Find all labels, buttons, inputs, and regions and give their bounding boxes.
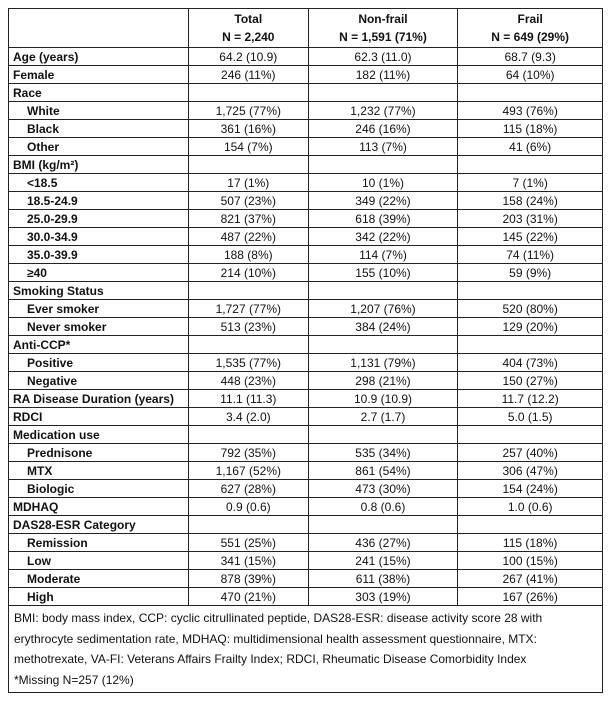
non-frail-value: 155 (10%) xyxy=(308,264,458,282)
column-n: N = 2,240 xyxy=(222,30,275,44)
row-label: White xyxy=(9,102,189,120)
frail-value: 306 (47%) xyxy=(458,462,603,480)
row-label: BMI (kg/m²) xyxy=(9,156,189,174)
table-row xyxy=(9,588,603,606)
frail-value xyxy=(458,336,603,354)
column-n: N = 649 (29%) xyxy=(491,30,570,44)
row-label: Negative xyxy=(9,372,189,390)
total-value xyxy=(188,282,308,300)
header-frail xyxy=(458,9,603,48)
total-value: 507 (23%) xyxy=(188,192,308,210)
non-frail-value: 618 (39%) xyxy=(308,210,458,228)
frail-value: 68.7 (9.3) xyxy=(458,48,603,66)
total-value: 214 (10%) xyxy=(188,264,308,282)
table-row xyxy=(9,372,603,390)
header-non-frail xyxy=(308,9,458,48)
table-row xyxy=(9,120,603,138)
table-row xyxy=(9,174,603,192)
header-row xyxy=(9,9,603,48)
non-frail-value: 342 (22%) xyxy=(308,228,458,246)
row-label: Smoking Status xyxy=(9,282,189,300)
total-value xyxy=(188,336,308,354)
non-frail-value: 1,207 (76%) xyxy=(308,300,458,318)
total-value: 246 (11%) xyxy=(188,66,308,84)
non-frail-value: 62.3 (11.0) xyxy=(308,48,458,66)
row-label: High xyxy=(9,588,189,606)
table-row xyxy=(9,426,603,444)
table-row xyxy=(9,192,603,210)
frail-value: 11.7 (12.2) xyxy=(458,390,603,408)
table-row xyxy=(9,102,603,120)
row-label: Black xyxy=(9,120,189,138)
table-row xyxy=(9,354,603,372)
total-value: 0.9 (0.6) xyxy=(188,498,308,516)
total-value: 487 (22%) xyxy=(188,228,308,246)
table-row xyxy=(9,66,603,84)
column-title: Non-frail xyxy=(358,12,408,26)
non-frail-value: 535 (34%) xyxy=(308,444,458,462)
table-row xyxy=(9,282,603,300)
row-label: MDHAQ xyxy=(9,498,189,516)
non-frail-value: 241 (15%) xyxy=(308,552,458,570)
non-frail-value xyxy=(308,516,458,534)
footnote-abbreviations: BMI: body mass index, CCP: cyclic citrullinated peptide, DAS28-ESR: disease activity score 28 with erythrocyte sedimentation rate, MDHAQ: multidimensional health assessment questionnaire, MTX: methotrexate, VA-FI: Veterans Affairs Frailty Index; RDCI, Rheumatic Disease Comorbidity Index xyxy=(14,611,543,666)
frail-value xyxy=(458,282,603,300)
total-value: 1,167 (52%) xyxy=(188,462,308,480)
row-label: Biologic xyxy=(9,480,189,498)
table-row xyxy=(9,534,603,552)
non-frail-value: 114 (7%) xyxy=(308,246,458,264)
total-value: 551 (25%) xyxy=(188,534,308,552)
frail-value: 1.0 (0.6) xyxy=(458,498,603,516)
non-frail-value: 384 (24%) xyxy=(308,318,458,336)
frail-value: 404 (73%) xyxy=(458,354,603,372)
non-frail-value: 473 (30%) xyxy=(308,480,458,498)
row-label: Race xyxy=(9,84,189,102)
total-value: 470 (21%) xyxy=(188,588,308,606)
total-value: 11.1 (11.3) xyxy=(188,390,308,408)
frail-value: 154 (24%) xyxy=(458,480,603,498)
total-value xyxy=(188,84,308,102)
non-frail-value: 182 (11%) xyxy=(308,66,458,84)
row-label: <18.5 xyxy=(9,174,189,192)
total-value: 361 (16%) xyxy=(188,120,308,138)
table-row xyxy=(9,444,603,462)
non-frail-value xyxy=(308,156,458,174)
row-label: RDCI xyxy=(9,408,189,426)
table-row xyxy=(9,228,603,246)
row-label: Medication use xyxy=(9,426,189,444)
total-value: 878 (39%) xyxy=(188,570,308,588)
total-value: 513 (23%) xyxy=(188,318,308,336)
frail-value: 64 (10%) xyxy=(458,66,603,84)
table-row xyxy=(9,498,603,516)
non-frail-value xyxy=(308,282,458,300)
non-frail-value: 10 (1%) xyxy=(308,174,458,192)
non-frail-value: 349 (22%) xyxy=(308,192,458,210)
total-value: 341 (15%) xyxy=(188,552,308,570)
frail-value: 5.0 (1.5) xyxy=(458,408,603,426)
frail-value xyxy=(458,516,603,534)
row-label: 35.0-39.9 xyxy=(9,246,189,264)
row-label: Anti-CCP* xyxy=(9,336,189,354)
non-frail-value: 611 (38%) xyxy=(308,570,458,588)
frail-value: 167 (26%) xyxy=(458,588,603,606)
table-row xyxy=(9,48,603,66)
total-value: 792 (35%) xyxy=(188,444,308,462)
total-value xyxy=(188,516,308,534)
frail-value: 7 (1%) xyxy=(458,174,603,192)
row-label: Remission xyxy=(9,534,189,552)
frail-value xyxy=(458,156,603,174)
total-value: 821 (37%) xyxy=(188,210,308,228)
total-value: 3.4 (2.0) xyxy=(188,408,308,426)
non-frail-value: 1,131 (79%) xyxy=(308,354,458,372)
frail-value: 158 (24%) xyxy=(458,192,603,210)
row-label: Positive xyxy=(9,354,189,372)
frail-value: 257 (40%) xyxy=(458,444,603,462)
frail-value: 129 (20%) xyxy=(458,318,603,336)
non-frail-value xyxy=(308,336,458,354)
frail-value: 520 (80%) xyxy=(458,300,603,318)
table-row xyxy=(9,516,603,534)
frail-value: 115 (18%) xyxy=(458,120,603,138)
frail-value xyxy=(458,426,603,444)
table-row xyxy=(9,336,603,354)
non-frail-value: 861 (54%) xyxy=(308,462,458,480)
row-label: 18.5-24.9 xyxy=(9,192,189,210)
frail-value: 267 (41%) xyxy=(458,570,603,588)
table-row xyxy=(9,264,603,282)
row-label: ≥40 xyxy=(9,264,189,282)
footnote xyxy=(9,606,603,693)
total-value xyxy=(188,156,308,174)
total-value: 188 (8%) xyxy=(188,246,308,264)
row-label: DAS28-ESR Category xyxy=(9,516,189,534)
total-value: 1,535 (77%) xyxy=(188,354,308,372)
row-label: Age (years) xyxy=(9,48,189,66)
frail-value: 150 (27%) xyxy=(458,372,603,390)
frail-value: 493 (76%) xyxy=(458,102,603,120)
non-frail-value: 0.8 (0.6) xyxy=(308,498,458,516)
frail-value: 115 (18%) xyxy=(458,534,603,552)
footnote-row xyxy=(9,606,603,693)
table-row xyxy=(9,84,603,102)
non-frail-value xyxy=(308,426,458,444)
table-row xyxy=(9,570,603,588)
row-label: Moderate xyxy=(9,570,189,588)
row-label: Prednisone xyxy=(9,444,189,462)
total-value: 627 (28%) xyxy=(188,480,308,498)
non-frail-value: 246 (16%) xyxy=(308,120,458,138)
total-value xyxy=(188,426,308,444)
row-label: Ever smoker xyxy=(9,300,189,318)
frail-value: 203 (31%) xyxy=(458,210,603,228)
column-title: Frail xyxy=(517,12,543,26)
row-label: MTX xyxy=(9,462,189,480)
total-value: 448 (23%) xyxy=(188,372,308,390)
total-value: 17 (1%) xyxy=(188,174,308,192)
table-row xyxy=(9,390,603,408)
non-frail-value: 2.7 (1.7) xyxy=(308,408,458,426)
table-row xyxy=(9,210,603,228)
total-value: 154 (7%) xyxy=(188,138,308,156)
column-title: Total xyxy=(234,12,263,26)
frail-value: 59 (9%) xyxy=(458,264,603,282)
baseline-characteristics-table xyxy=(8,8,603,693)
frail-value xyxy=(458,84,603,102)
column-n: N = 1,591 (71%) xyxy=(339,30,427,44)
row-label: Other xyxy=(9,138,189,156)
non-frail-value xyxy=(308,84,458,102)
total-value: 64.2 (10.9) xyxy=(188,48,308,66)
non-frail-value: 298 (21%) xyxy=(308,372,458,390)
non-frail-value: 303 (19%) xyxy=(308,588,458,606)
table-row xyxy=(9,480,603,498)
table-row xyxy=(9,156,603,174)
table-row xyxy=(9,552,603,570)
frail-value: 100 (15%) xyxy=(458,552,603,570)
total-value: 1,727 (77%) xyxy=(188,300,308,318)
header-empty xyxy=(9,9,189,48)
row-label: Female xyxy=(9,66,189,84)
table-row xyxy=(9,408,603,426)
row-label: 30.0-34.9 xyxy=(9,228,189,246)
table-row xyxy=(9,462,603,480)
non-frail-value: 1,232 (77%) xyxy=(308,102,458,120)
total-value: 1,725 (77%) xyxy=(188,102,308,120)
non-frail-value: 113 (7%) xyxy=(308,138,458,156)
non-frail-value: 436 (27%) xyxy=(308,534,458,552)
row-label: 25.0-29.9 xyxy=(9,210,189,228)
frail-value: 145 (22%) xyxy=(458,228,603,246)
row-label: Never smoker xyxy=(9,318,189,336)
table-row xyxy=(9,138,603,156)
table-row xyxy=(9,246,603,264)
non-frail-value: 10.9 (10.9) xyxy=(308,390,458,408)
frail-value: 41 (6%) xyxy=(458,138,603,156)
header-total xyxy=(188,9,308,48)
footnote-missing: *Missing N=257 (12%) xyxy=(14,672,134,687)
frail-value: 74 (11%) xyxy=(458,246,603,264)
table-row xyxy=(9,300,603,318)
row-label: Low xyxy=(9,552,189,570)
table-row xyxy=(9,318,603,336)
row-label: RA Disease Duration (years) xyxy=(9,390,189,408)
